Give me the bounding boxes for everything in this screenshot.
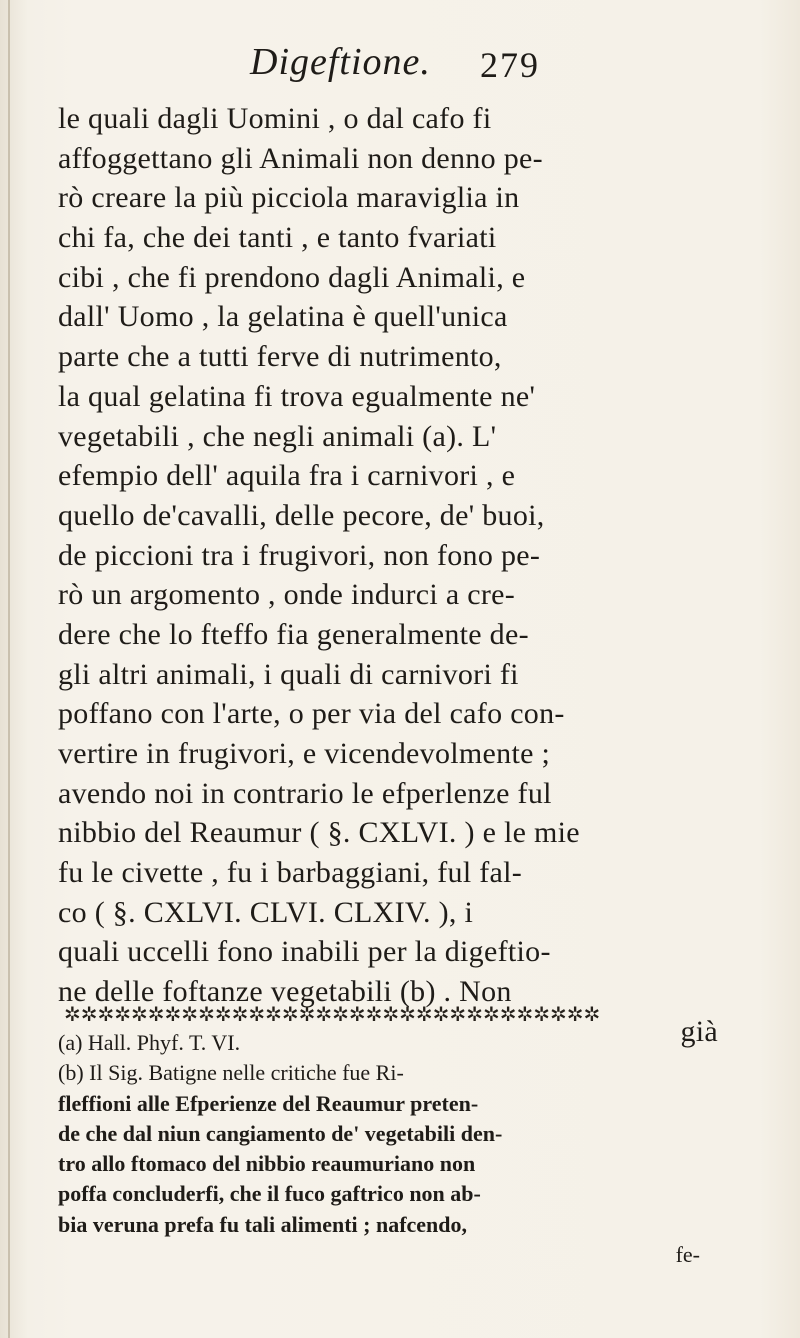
footnote-line: bia veruna prefa fu tali alimenti ; nafcendo, bbox=[58, 1211, 468, 1237]
footnote-line: poffa concluderfi, che il fuco gaftrico non ab- bbox=[58, 1181, 481, 1207]
text-line: chi fa, che dei tanti , e tanto fvariati bbox=[58, 221, 497, 255]
page-header bbox=[250, 40, 670, 100]
main-text-block bbox=[58, 99, 758, 1052]
footnotes-block bbox=[58, 1028, 758, 1270]
footnote-line: fleffioni alle Efperienze del Reaumur preten- bbox=[58, 1090, 479, 1116]
footnote-line: (b) Il Sig. Batigne nelle critiche fue Ri- bbox=[58, 1060, 404, 1086]
text-line: nibbio del Reaumur ( §. CXLVI. ) e le mie bbox=[58, 816, 580, 850]
text-line: vegetabili , che negli animali (a). L' bbox=[58, 419, 497, 453]
text-line: le quali dagli Uomini , o dal cafo fi bbox=[58, 102, 492, 135]
text-line: la qual gelatina fi trova egualmente ne' bbox=[58, 379, 536, 413]
text-line: co ( §. CXLVI. CLVI. CLXIV. ), i bbox=[58, 895, 474, 929]
text-line: avendo noi in contrario le efperlenze ful bbox=[58, 776, 552, 810]
text-line: dere che lo fteffo fia generalmente de- bbox=[58, 617, 529, 651]
text-line: cibi , che fi prendono dagli Animali, e bbox=[58, 260, 526, 294]
text-line: parte che a tutti ferve di nutrimento, bbox=[58, 340, 502, 374]
catchword-notes: fe- bbox=[675, 1242, 700, 1268]
text-line: gli altri animali, i quali di carnivori fi bbox=[58, 657, 519, 691]
text-line: affoggettano gli Animali non denno pe- bbox=[58, 141, 543, 175]
text-line: rò creare la più picciola maraviglia in bbox=[58, 181, 520, 215]
text-line: quello de'cavalli, delle pecore, de' buoi, bbox=[58, 498, 545, 532]
catchword-main: già bbox=[680, 1014, 718, 1048]
page-gutter-line bbox=[8, 0, 10, 1338]
ornament-rule: ✲✲✲✲✲✲✲✲✲✲✲✲✲✲✲✲✲✲✲✲✲✲✲✲✲✲✲✲✲✲✲✲ bbox=[64, 1002, 601, 1024]
text-line: poffano con l'arte, o per via del cafo con- bbox=[58, 697, 565, 731]
text-line: dall' Uomo , la gelatina è quell'unica bbox=[58, 300, 508, 334]
text-line: rò un argomento , onde indurci a cre- bbox=[58, 578, 516, 612]
page-number: 279 bbox=[480, 45, 540, 85]
text-line: de piccioni tra i frugivori, non fono pe- bbox=[58, 538, 541, 572]
footnote-line: de che dal niun cangiamento de' vegetabili den- bbox=[58, 1120, 503, 1146]
text-line: vertire in frugivori, e vicendevolmente ; bbox=[58, 737, 551, 770]
text-line: ne delle foftanze vegetabili (b) . Non bbox=[58, 975, 512, 1009]
text-line: quali uccelli fono inabili per la digeftio- bbox=[58, 935, 551, 969]
text-line: efempio dell' aquila fra i carnivori , e bbox=[58, 459, 516, 493]
footnote-line: (a) Hall. Phyf. T. VI. bbox=[58, 1030, 241, 1055]
running-head: Digeftione. bbox=[250, 41, 431, 83]
footnote-line: tro allo ftomaco del nibbio reaumuriano non bbox=[58, 1151, 476, 1177]
text-line: fu le civette , fu i barbaggiani, ful fal- bbox=[58, 856, 523, 890]
